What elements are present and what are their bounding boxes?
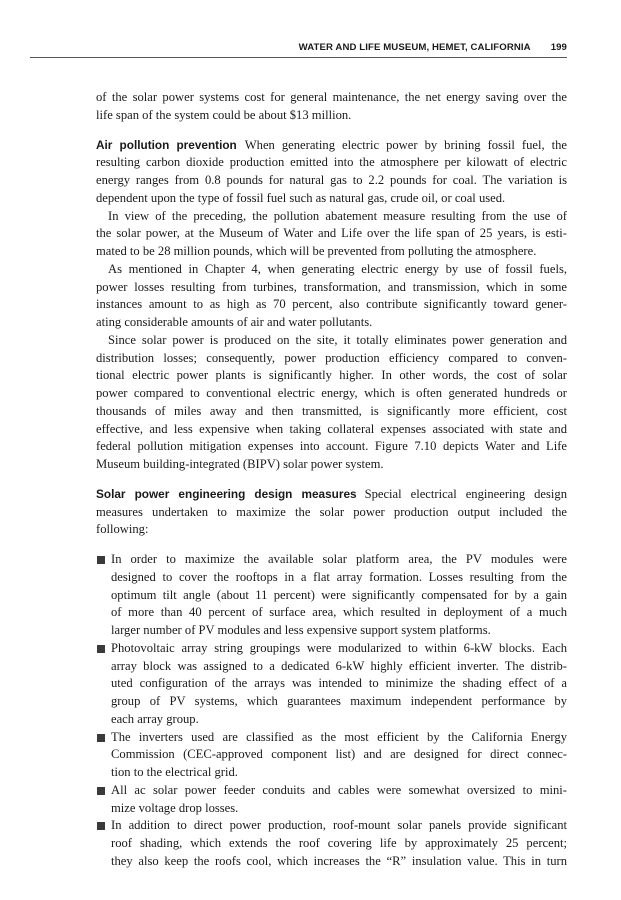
line-text: measures undertaken to maximize the solar power production output included the — [96, 504, 567, 519]
line-text: distribution losses; consequently, power production efficiency compared to conven- — [96, 350, 567, 365]
text-line — [96, 622, 567, 640]
line-text: effective, and less expensive when taking collateral expenses associated with state and — [96, 421, 567, 436]
text-line — [96, 154, 567, 172]
line-text: In view of the preceding, the pollution abatement measure resulting from the use of — [108, 208, 567, 223]
line-text: Since solar power is produced on the site, it totally eliminates power generation and — [108, 332, 567, 347]
section-heading: Air pollution prevention — [96, 137, 237, 152]
line-text: Special electrical engineering design — [364, 486, 567, 501]
line-text: tional electric power plants is significantly higher. In other words, the cost of solar — [96, 368, 567, 383]
text-line — [96, 835, 567, 853]
line-text: mated to be 28 million pounds, which will be prevented from polluting the atmosphere. — [96, 244, 537, 258]
list-item — [96, 782, 567, 818]
text-line — [96, 640, 567, 658]
text-line — [96, 385, 567, 403]
line-text: array block was assigned to a dedicated 6-kW highly efficient inverter. The distrib- — [111, 658, 567, 673]
square-bullet-icon — [97, 645, 105, 653]
line-text: power losses resulting from turbines, transformation, and transmission, which in some — [96, 279, 567, 294]
list-item — [96, 551, 567, 640]
line-text: The inverters used are classified as the most efficient by the California Energy — [111, 729, 567, 744]
paragraph — [96, 137, 567, 474]
text-line — [96, 604, 567, 622]
text-line — [96, 403, 567, 421]
bullet-list — [96, 551, 567, 871]
square-bullet-icon — [97, 734, 105, 742]
line-text: group of PV systems, which guarantees maximum independent performance by — [111, 694, 567, 708]
line-text: Commission (CEC-approved component list) and are designed for direct connec- — [111, 747, 567, 762]
text-line — [96, 190, 567, 208]
text-line — [96, 746, 567, 764]
running-header — [30, 42, 567, 58]
text-line — [96, 89, 567, 107]
line-text: federal pollution mitigation expenses into account. Figure 7.10 depicts Water and Life — [96, 439, 567, 454]
line-text: As mentioned in Chapter 4, when generating electric energy by use of fossil fuels, — [108, 261, 567, 276]
line-text: When generating electric power by brining fossil fuel, the — [244, 137, 567, 152]
line-text: In order to maximize the available solar platform area, the PV modules were — [111, 552, 567, 566]
line-text: instances amount to as high as 70 percent, also contribute significantly toward gener- — [96, 297, 567, 312]
text-line — [96, 208, 567, 226]
line-text: each array group. — [111, 711, 199, 726]
paragraph — [96, 89, 567, 125]
text-line — [96, 243, 567, 261]
running-header-title: WATER AND LIFE MUSEUM, HEMET, CALIFORNIA — [298, 42, 531, 53]
list-item — [96, 817, 567, 870]
text-line — [96, 107, 567, 125]
line-text: thousands of miles away and then transmitted, is significantly more efficient, cost — [96, 403, 567, 418]
text-line — [96, 456, 567, 474]
line-text: resulting carbon dioxide production emitted into the atmosphere per kilowatt of electric — [96, 155, 567, 170]
line-text: of more than 40 percent of surface area, which resulted in deployment of a much — [111, 605, 567, 620]
text-line — [96, 729, 567, 747]
line-text: dependent upon the type of fossil fuel such as natural gas, crude oil, or coal used. — [96, 190, 506, 205]
line-text: mize voltage drop losses. — [111, 800, 239, 815]
text-line — [96, 172, 567, 190]
line-text: designed to cover the rooftops in a flat array formation. Losses resulting from the — [111, 569, 567, 584]
line-text: the solar power, at the Museum of Water and Life over the life span of 25 years, is esti- — [96, 226, 567, 241]
text-line — [96, 225, 567, 243]
text-line — [96, 367, 567, 385]
line-text: power compared to conventional electric energy, which is often generated hundreds or — [96, 386, 567, 400]
line-text: of the solar power systems cost for general maintenance, the net energy saving over the — [96, 90, 567, 104]
line-text: Photovoltaic array string groupings were modularized to within 6-kW blocks. Each — [111, 640, 567, 655]
text-line — [96, 817, 567, 835]
line-text: they also keep the roofs cool, which increases the “R” insulation value. This in turn — [111, 853, 567, 868]
text-line — [96, 853, 567, 871]
line-text: tion to the electrical grid. — [111, 765, 238, 779]
text-line — [96, 587, 567, 605]
square-bullet-icon — [97, 556, 105, 564]
text-line — [96, 296, 567, 314]
text-line — [96, 569, 567, 587]
page-number: 199 — [550, 42, 567, 53]
line-text: All ac solar power feeder conduits and cables were somewhat oversized to mini- — [111, 782, 567, 797]
text-line — [96, 279, 567, 297]
text-line — [96, 314, 567, 332]
line-text: larger number of PV modules and less expensive support system platforms. — [111, 623, 491, 637]
text-line — [96, 693, 567, 711]
line-text: following: — [96, 522, 149, 537]
square-bullet-icon — [97, 822, 105, 830]
line-text: roof shading, which extends the roof covering life by approximately 25 percent; — [111, 836, 567, 850]
text-line — [96, 782, 567, 800]
text-line — [96, 137, 567, 155]
line-text: energy ranges from 0.8 pounds for natural gas to 2.2 pounds for coal. The variation is — [96, 173, 567, 187]
line-text: optimum tilt angle (about 11 percent) were significantly compensated for by a gain — [111, 587, 567, 602]
line-text: ating considerable amounts of air and water pollutants. — [96, 315, 373, 329]
text-line — [96, 486, 567, 504]
line-text: uted configuration of the arrays was intended to minimize the shading effect of a — [111, 676, 567, 691]
list-item — [96, 640, 567, 729]
square-bullet-icon — [97, 787, 105, 795]
text-line — [96, 764, 567, 782]
text-line — [96, 438, 567, 456]
text-line — [96, 504, 567, 522]
text-line — [96, 332, 567, 350]
text-line — [96, 658, 567, 676]
paragraph — [96, 486, 567, 539]
list-item — [96, 729, 567, 782]
text-line — [96, 551, 567, 569]
line-text: In addition to direct power production, roof-mount solar panels provide significant — [111, 818, 567, 833]
line-text: life span of the system could be about $13 million. — [96, 107, 352, 122]
text-line — [96, 421, 567, 439]
line-text: Museum building-integrated (BIPV) solar power system. — [96, 457, 384, 471]
text-line — [96, 350, 567, 368]
section-heading: Solar power engineering design measures — [96, 486, 357, 501]
page-body — [96, 89, 567, 871]
text-line — [96, 800, 567, 818]
text-line — [96, 521, 567, 539]
text-line — [96, 261, 567, 279]
text-line — [96, 711, 567, 729]
text-line — [96, 675, 567, 693]
